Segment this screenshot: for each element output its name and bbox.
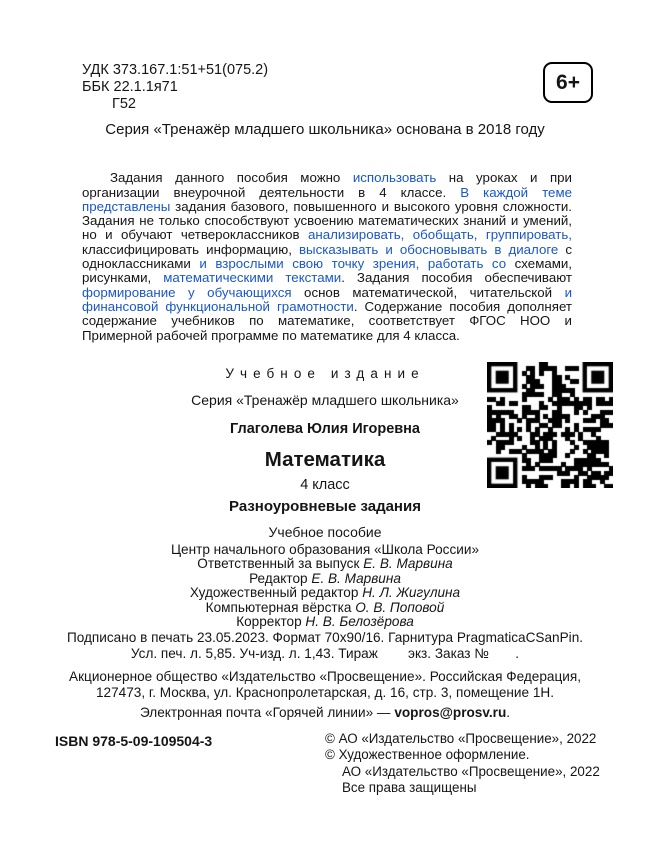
credit-line — [0, 572, 650, 586]
isbn: ISBN 978-5-09-109504-3 — [55, 733, 213, 749]
annotation-text: задания базового, повышенного и высокого уровня сложности. Задания не только способствуют усвоению математических знаний и умений, но и обучают четвероклассников — [82, 198, 572, 243]
annotation-highlight: и взрослыми свою точку зрения, работать со — [199, 256, 507, 272]
age-rating-badge — [543, 62, 593, 103]
annotation-text: . Содержание пособия дополняет содержание учебников по математике, соответствует ФГОС НОО и Примерной рабочей программе по математике для 4 класса. — [82, 298, 573, 343]
annotation-text: . Задания пособия обеспечивают — [341, 270, 572, 286]
classification-codes — [82, 62, 268, 113]
credit-role: Художественный редактор — [189, 585, 363, 601]
credit-role: Ответственный за выпуск — [197, 556, 364, 572]
credits-list — [0, 543, 650, 629]
publisher-address — [40, 669, 610, 701]
credit-role: Редактор — [249, 570, 312, 586]
annotation-text: схемами, рисунками, — [82, 256, 572, 286]
annotation-highlight: математическими текстами — [163, 270, 342, 286]
annotation-text: с одноклассниками — [82, 241, 573, 272]
credit-line — [0, 543, 650, 557]
annotation-text: на уроках и при организации внеурочной деятельности в 4 классе. — [82, 170, 572, 200]
credit-name: Е. В. Марвина — [311, 570, 401, 586]
qr-code — [487, 362, 613, 488]
copyright-block — [325, 731, 605, 796]
annotation-text: Задания данного пособия можно — [110, 170, 353, 186]
age-rating-label: 6+ — [556, 70, 580, 94]
annotation-text: классифицировать информацию, — [82, 241, 299, 257]
hotline-email: vopros@prosv.ru — [394, 705, 507, 720]
annotation-text: основ математической, читательской — [291, 284, 565, 300]
book-author: Глаголева Юлия Игоревна — [229, 421, 420, 437]
hotline-email-prefix: Электронная почта «Горячей линии» — — [139, 705, 395, 720]
book-title: Математика — [264, 448, 386, 471]
author-sign-code: Г52 — [112, 96, 136, 112]
annotation-paragraph — [82, 171, 572, 343]
publisher-line1: Акционерное общество «Издательство «Просвещение». Российская Федерация, — [69, 669, 581, 684]
qr-code-image — [487, 362, 613, 488]
credit-line — [0, 601, 650, 615]
credit-name: О. В. Поповой — [355, 599, 445, 615]
bbk-code: ББК 22.1.1я71 — [82, 79, 178, 95]
print-info-line2: Усл. печ. л. 5,85. Уч-изд. л. 1,43. Тираж экз. Заказ № . — [130, 646, 520, 662]
hotline-email-line — [40, 705, 610, 720]
edition-type: Учебное пособие — [268, 524, 382, 540]
annotation-highlight: формирование у обучающихся — [82, 284, 292, 300]
credit-line — [0, 615, 650, 629]
udk-code: УДК 373.167.1:51+51(075.2) — [82, 62, 269, 78]
annotation-highlight: и финансовой функциональной грамотности — [82, 284, 572, 314]
print-info-line1: Подписано в печать 23.05.2023. Формат 70x90/16. Гарнитура PragmaticaCSanPin. — [66, 630, 584, 645]
book-grade: 4 класс — [300, 477, 350, 493]
annotation-highlight: анализировать, обобщать, группировать, — [307, 227, 573, 243]
credit-line — [0, 586, 650, 600]
copyright-line: © АО «Издательство «Просвещение», 2022 — [325, 731, 597, 746]
book-subtitle: Разноуровневые задания — [229, 498, 421, 515]
print-info — [40, 630, 610, 662]
credit-line — [0, 557, 650, 571]
annotation-highlight: В каждой теме представлены — [82, 184, 572, 214]
credit-name: Н. В. Белозёрова — [305, 614, 414, 630]
series-note: Серия «Тренажёр младшего школьника» основана в 2018 году — [105, 121, 545, 138]
publisher-line2: 127473, г. Москва, ул. Краснопролетарская, д. 16, стр. 3, помещение 1Н. — [96, 685, 554, 701]
credit-name: Н. Л. Жигулина — [362, 585, 461, 601]
edition-series: Серия «Тренажёр младшего школьника» — [191, 392, 459, 408]
copyright-line: Все права защищены — [342, 779, 477, 795]
copyright-line: © Художественное оформление. — [325, 747, 530, 763]
annotation-highlight: использовать — [352, 170, 437, 186]
annotation-highlight: высказывать и обосновывать в диалоге — [298, 241, 559, 257]
credit-role: Компьютерная вёрстка — [205, 599, 356, 615]
credit-role: Корректор — [236, 614, 306, 630]
credit-name: Е. В. Марвина — [363, 556, 453, 572]
credit-role: Центр начального образования «Школа России» — [170, 542, 480, 557]
copyright-line: АО «Издательство «Просвещение», 2022 — [342, 763, 600, 779]
hotline-email-suffix: . — [506, 705, 511, 720]
edition-kind: Учебное издание — [225, 366, 425, 381]
